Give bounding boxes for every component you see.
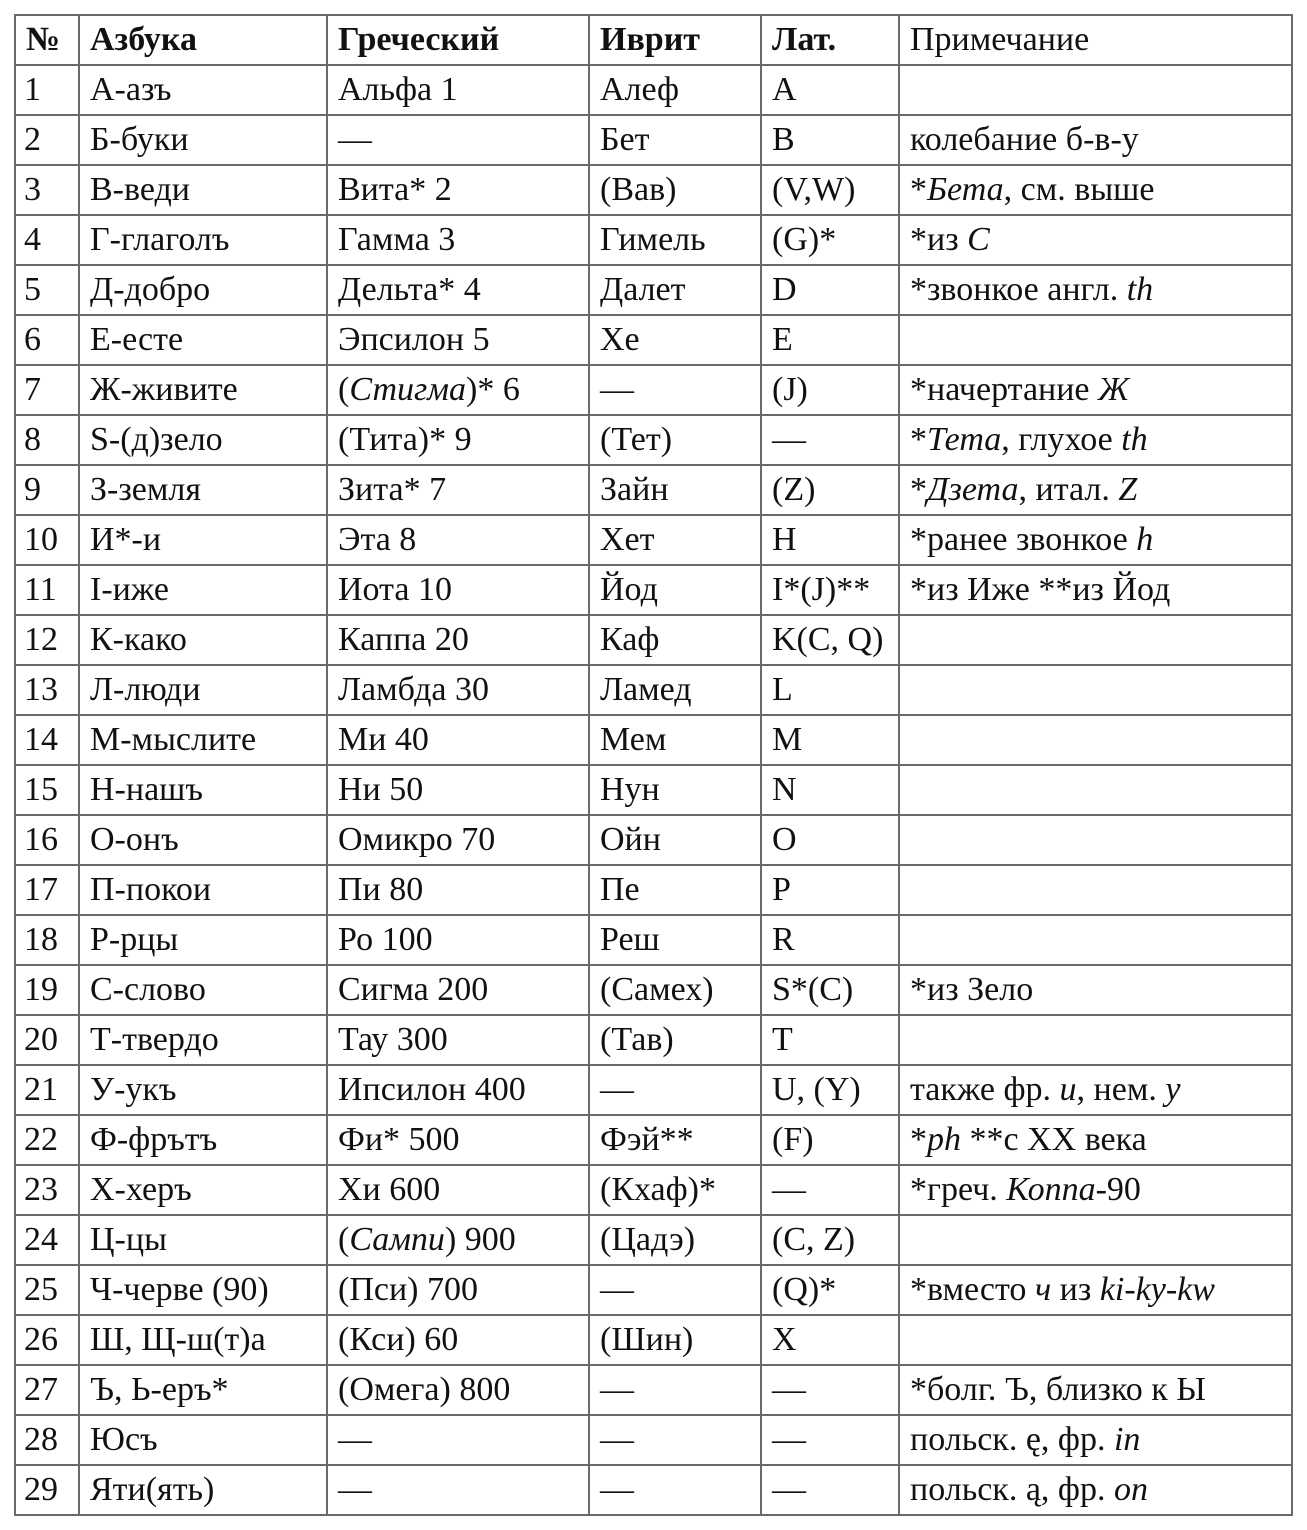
cell-latin: N bbox=[761, 765, 899, 815]
cell-greek-segment: Альфа 1 bbox=[338, 71, 458, 108]
cell-greek-segment: Фи* 500 bbox=[338, 1121, 460, 1158]
cell-greek-segment: ( bbox=[338, 1221, 350, 1258]
cell-greek bbox=[327, 715, 589, 765]
cell-latin: — bbox=[761, 1415, 899, 1465]
cell-number: 27 bbox=[15, 1365, 79, 1415]
cell-latin: — bbox=[761, 1465, 899, 1515]
header-greek: Греческий bbox=[327, 15, 589, 65]
cell-azbuka: Ц-цы bbox=[79, 1215, 327, 1265]
cell-greek bbox=[327, 965, 589, 1015]
cell-note-segment: , см. выше bbox=[1003, 171, 1155, 208]
table-row bbox=[15, 1215, 1292, 1265]
cell-latin: B bbox=[761, 115, 899, 165]
cell-greek bbox=[327, 115, 589, 165]
cell-latin: — bbox=[761, 415, 899, 465]
cell-note-segment: , итал. bbox=[1018, 471, 1119, 508]
table-row bbox=[15, 1065, 1292, 1115]
cell-latin: — bbox=[761, 1165, 899, 1215]
table-row bbox=[15, 365, 1292, 415]
cell-azbuka: Р-рцы bbox=[79, 915, 327, 965]
cell-number: 13 bbox=[15, 665, 79, 715]
cell-greek-segment: Эпсилон 5 bbox=[338, 321, 490, 358]
cell-note-segment: ki-ky-kw bbox=[1099, 1271, 1215, 1308]
cell-azbuka: П-покои bbox=[79, 865, 327, 915]
cell-greek-segment: Эта 8 bbox=[338, 521, 417, 558]
table-row bbox=[15, 865, 1292, 915]
cell-greek-segment: )* 6 bbox=[466, 371, 520, 408]
cell-hebrew: Ойн bbox=[589, 815, 761, 865]
cell-hebrew: Мем bbox=[589, 715, 761, 765]
cell-note bbox=[899, 965, 1292, 1015]
cell-hebrew: Реш bbox=[589, 915, 761, 965]
cell-greek bbox=[327, 665, 589, 715]
cell-latin: — bbox=[761, 1365, 899, 1415]
cell-number: 17 bbox=[15, 865, 79, 915]
cell-number: 18 bbox=[15, 915, 79, 965]
cell-greek-segment: ( bbox=[338, 371, 350, 408]
cell-note bbox=[899, 465, 1292, 515]
cell-greek bbox=[327, 215, 589, 265]
cell-number: 23 bbox=[15, 1165, 79, 1215]
cell-hebrew: Ламед bbox=[589, 665, 761, 715]
cell-greek-segment: Иота 10 bbox=[338, 571, 452, 608]
cell-greek bbox=[327, 165, 589, 215]
cell-greek bbox=[327, 915, 589, 965]
cell-number: 24 bbox=[15, 1215, 79, 1265]
table-row bbox=[15, 915, 1292, 965]
cell-azbuka: Ф-фрътъ bbox=[79, 1115, 327, 1165]
cell-number: 26 bbox=[15, 1315, 79, 1365]
alphabet-comparison-table bbox=[14, 14, 1293, 1516]
cell-note bbox=[899, 1065, 1292, 1115]
cell-greek bbox=[327, 615, 589, 665]
cell-note-segment: *звонкое англ. bbox=[910, 271, 1127, 308]
cell-greek bbox=[327, 365, 589, 415]
cell-latin: T bbox=[761, 1015, 899, 1065]
cell-greek bbox=[327, 865, 589, 915]
cell-note-segment: Бета bbox=[927, 171, 1004, 208]
table-row bbox=[15, 715, 1292, 765]
table-row bbox=[15, 465, 1292, 515]
cell-note-segment: , нем. bbox=[1076, 1071, 1166, 1108]
cell-note bbox=[899, 715, 1292, 765]
cell-hebrew: Бет bbox=[589, 115, 761, 165]
table-row bbox=[15, 515, 1292, 565]
cell-azbuka: S-(д)зело bbox=[79, 415, 327, 465]
cell-hebrew: Пе bbox=[589, 865, 761, 915]
cell-latin: X bbox=[761, 1315, 899, 1365]
cell-number: 6 bbox=[15, 315, 79, 365]
cell-greek-segment: Хи 600 bbox=[338, 1171, 441, 1208]
cell-note-segment: h bbox=[1136, 521, 1154, 558]
cell-greek bbox=[327, 1165, 589, 1215]
cell-note-segment: * bbox=[910, 1121, 927, 1158]
cell-note-segment: из bbox=[1051, 1271, 1100, 1308]
cell-note-segment: Дзета bbox=[927, 471, 1019, 508]
cell-number: 1 bbox=[15, 65, 79, 115]
cell-note bbox=[899, 615, 1292, 665]
cell-latin: (J) bbox=[761, 365, 899, 415]
cell-number: 28 bbox=[15, 1415, 79, 1465]
cell-latin: (V,W) bbox=[761, 165, 899, 215]
cell-hebrew: (Вав) bbox=[589, 165, 761, 215]
table-row bbox=[15, 665, 1292, 715]
cell-note bbox=[899, 365, 1292, 415]
table-row bbox=[15, 1265, 1292, 1315]
cell-latin: U, (Y) bbox=[761, 1065, 899, 1115]
cell-latin: K(C, Q) bbox=[761, 615, 899, 665]
cell-azbuka: Яти(ять) bbox=[79, 1465, 327, 1515]
cell-number: 25 bbox=[15, 1265, 79, 1315]
cell-number: 15 bbox=[15, 765, 79, 815]
cell-note-segment: *вместо bbox=[910, 1271, 1035, 1308]
cell-azbuka: В-веди bbox=[79, 165, 327, 215]
cell-greek-segment: — bbox=[338, 121, 372, 158]
cell-azbuka: И*-и bbox=[79, 515, 327, 565]
cell-note-segment: *ранее звонкое bbox=[910, 521, 1137, 558]
cell-latin: M bbox=[761, 715, 899, 765]
cell-note-segment: *начертание bbox=[910, 371, 1099, 408]
table-row bbox=[15, 1315, 1292, 1365]
cell-number: 9 bbox=[15, 465, 79, 515]
cell-note-segment: **с XX века bbox=[961, 1121, 1147, 1158]
cell-azbuka: Ъ, Ь-еръ* bbox=[79, 1365, 327, 1415]
cell-greek bbox=[327, 1215, 589, 1265]
cell-hebrew: Далет bbox=[589, 265, 761, 315]
cell-hebrew: — bbox=[589, 1415, 761, 1465]
cell-greek bbox=[327, 465, 589, 515]
cell-note-segment: польск. ę, фр. bbox=[910, 1421, 1114, 1458]
cell-number: 8 bbox=[15, 415, 79, 465]
cell-note bbox=[899, 1265, 1292, 1315]
cell-azbuka: О-онъ bbox=[79, 815, 327, 865]
table-row bbox=[15, 1365, 1292, 1415]
cell-number: 20 bbox=[15, 1015, 79, 1065]
cell-note-segment: u bbox=[1059, 1071, 1077, 1108]
cell-hebrew: — bbox=[589, 1265, 761, 1315]
cell-latin: L bbox=[761, 665, 899, 715]
cell-note-segment: * bbox=[910, 421, 927, 458]
table-row bbox=[15, 215, 1292, 265]
cell-note-segment: колебание б-в-у bbox=[910, 121, 1139, 158]
cell-greek bbox=[327, 515, 589, 565]
cell-note-segment: th bbox=[1126, 271, 1154, 308]
cell-hebrew: Зайн bbox=[589, 465, 761, 515]
cell-greek bbox=[327, 1315, 589, 1365]
cell-azbuka: Л-люди bbox=[79, 665, 327, 715]
cell-hebrew: (Цадэ) bbox=[589, 1215, 761, 1265]
cell-note bbox=[899, 1465, 1292, 1515]
cell-greek-segment: Ми 40 bbox=[338, 721, 429, 758]
cell-note-segment: th bbox=[1121, 421, 1148, 458]
cell-note-segment: C bbox=[967, 221, 990, 258]
cell-latin: (Z) bbox=[761, 465, 899, 515]
cell-note-segment: Коппа bbox=[1006, 1171, 1096, 1208]
cell-azbuka: Г-глаголъ bbox=[79, 215, 327, 265]
cell-hebrew: (Тет) bbox=[589, 415, 761, 465]
cell-greek-segment: Ни 50 bbox=[338, 771, 424, 808]
table-row bbox=[15, 1115, 1292, 1165]
cell-hebrew: — bbox=[589, 1465, 761, 1515]
cell-greek-segment: Дельта* 4 bbox=[338, 271, 481, 308]
cell-note bbox=[899, 1215, 1292, 1265]
cell-hebrew: — bbox=[589, 365, 761, 415]
cell-note-segment: *из Зело bbox=[910, 971, 1034, 1008]
header-note: Примечание bbox=[899, 15, 1292, 65]
table-row bbox=[15, 615, 1292, 665]
cell-greek bbox=[327, 765, 589, 815]
cell-greek-segment: Сигма 200 bbox=[338, 971, 489, 1008]
cell-note-segment: *болг. Ъ, близко к Ы bbox=[910, 1371, 1206, 1408]
cell-latin: (F) bbox=[761, 1115, 899, 1165]
cell-number: 7 bbox=[15, 365, 79, 415]
cell-greek-segment: Пи 80 bbox=[338, 871, 424, 908]
cell-azbuka: З-земля bbox=[79, 465, 327, 515]
cell-note-segment: on bbox=[1113, 1471, 1148, 1508]
cell-number: 29 bbox=[15, 1465, 79, 1515]
cell-hebrew: (Шин) bbox=[589, 1315, 761, 1365]
cell-number: 14 bbox=[15, 715, 79, 765]
cell-greek-segment: Ипсилон 400 bbox=[338, 1071, 526, 1108]
cell-greek-segment: (Пси) 700 bbox=[338, 1271, 478, 1308]
cell-hebrew: Каф bbox=[589, 615, 761, 665]
cell-greek-segment: ) 900 bbox=[444, 1221, 516, 1258]
cell-greek bbox=[327, 1415, 589, 1465]
cell-azbuka: Юсъ bbox=[79, 1415, 327, 1465]
cell-number: 12 bbox=[15, 615, 79, 665]
cell-greek bbox=[327, 1365, 589, 1415]
cell-greek-segment: (Тита)* 9 bbox=[338, 421, 472, 458]
cell-note-segment: y bbox=[1165, 1071, 1181, 1108]
cell-azbuka: Ж-живите bbox=[79, 365, 327, 415]
cell-latin: I*(J)** bbox=[761, 565, 899, 615]
cell-greek bbox=[327, 1015, 589, 1065]
cell-azbuka: Т-твердо bbox=[79, 1015, 327, 1065]
header-hebrew: Иврит bbox=[589, 15, 761, 65]
cell-greek-segment: Гамма 3 bbox=[338, 221, 456, 258]
cell-note bbox=[899, 1415, 1292, 1465]
cell-latin: E bbox=[761, 315, 899, 365]
cell-note bbox=[899, 1165, 1292, 1215]
table-header-row bbox=[15, 15, 1292, 65]
alphabet-table-container bbox=[14, 14, 1293, 1516]
cell-greek-segment: — bbox=[338, 1421, 372, 1458]
cell-note-segment: *греч. bbox=[910, 1171, 1007, 1208]
cell-latin: A bbox=[761, 65, 899, 115]
cell-note bbox=[899, 665, 1292, 715]
table-row bbox=[15, 165, 1292, 215]
table-row bbox=[15, 1015, 1292, 1065]
header-azbuka: Азбука bbox=[79, 15, 327, 65]
cell-note bbox=[899, 115, 1292, 165]
cell-note-segment: *из Иже **из Йод bbox=[910, 571, 1171, 608]
cell-latin: D bbox=[761, 265, 899, 315]
cell-greek bbox=[327, 1265, 589, 1315]
header-latin: Лат. bbox=[761, 15, 899, 65]
cell-note bbox=[899, 515, 1292, 565]
cell-note-segment: Тета bbox=[927, 421, 1002, 458]
cell-azbuka: К-како bbox=[79, 615, 327, 665]
cell-greek bbox=[327, 1465, 589, 1515]
table-row bbox=[15, 265, 1292, 315]
cell-azbuka: М-мыслите bbox=[79, 715, 327, 765]
cell-note-segment: также фр. bbox=[910, 1071, 1060, 1108]
cell-note bbox=[899, 865, 1292, 915]
cell-greek bbox=[327, 415, 589, 465]
cell-azbuka: Д-добро bbox=[79, 265, 327, 315]
cell-hebrew: Алеф bbox=[589, 65, 761, 115]
cell-latin: (Q)* bbox=[761, 1265, 899, 1315]
cell-number: 16 bbox=[15, 815, 79, 865]
cell-number: 3 bbox=[15, 165, 79, 215]
cell-hebrew: Йод bbox=[589, 565, 761, 615]
cell-number: 10 bbox=[15, 515, 79, 565]
cell-note bbox=[899, 765, 1292, 815]
cell-note bbox=[899, 215, 1292, 265]
table-row bbox=[15, 315, 1292, 365]
cell-note-segment: * bbox=[910, 471, 927, 508]
cell-greek bbox=[327, 315, 589, 365]
cell-azbuka: Ш, Щ-ш(т)а bbox=[79, 1315, 327, 1365]
cell-azbuka: І-иже bbox=[79, 565, 327, 615]
cell-greek-segment: (Омега) 800 bbox=[338, 1371, 511, 1408]
cell-latin: O bbox=[761, 815, 899, 865]
cell-hebrew: — bbox=[589, 1365, 761, 1415]
cell-greek-segment: Зита* 7 bbox=[338, 471, 447, 508]
cell-hebrew: Гимель bbox=[589, 215, 761, 265]
cell-number: 22 bbox=[15, 1115, 79, 1165]
cell-hebrew: (Тав) bbox=[589, 1015, 761, 1065]
cell-note bbox=[899, 265, 1292, 315]
table-row bbox=[15, 65, 1292, 115]
cell-greek-segment: Стигма bbox=[349, 371, 467, 408]
cell-note-segment: ч bbox=[1034, 1271, 1052, 1308]
cell-greek-segment: Вита* 2 bbox=[338, 171, 452, 208]
cell-azbuka: У-укъ bbox=[79, 1065, 327, 1115]
cell-note bbox=[899, 1365, 1292, 1415]
cell-greek-segment: Омикро 70 bbox=[338, 821, 496, 858]
table-row bbox=[15, 1415, 1292, 1465]
cell-latin: (C, Z) bbox=[761, 1215, 899, 1265]
cell-hebrew: Нун bbox=[589, 765, 761, 815]
cell-number: 21 bbox=[15, 1065, 79, 1115]
cell-number: 19 bbox=[15, 965, 79, 1015]
cell-hebrew: Хет bbox=[589, 515, 761, 565]
cell-greek bbox=[327, 565, 589, 615]
cell-greek bbox=[327, 1065, 589, 1115]
cell-note bbox=[899, 1115, 1292, 1165]
cell-hebrew: (Кхаф)* bbox=[589, 1165, 761, 1215]
table-body bbox=[15, 65, 1292, 1515]
cell-note-segment: Z bbox=[1118, 471, 1138, 508]
cell-greek-segment: Тау 300 bbox=[338, 1021, 448, 1058]
cell-note bbox=[899, 1015, 1292, 1065]
table-row bbox=[15, 565, 1292, 615]
cell-number: 2 bbox=[15, 115, 79, 165]
cell-note-segment: * bbox=[910, 171, 927, 208]
cell-note bbox=[899, 315, 1292, 365]
cell-note-segment: ph bbox=[927, 1121, 961, 1158]
table-row bbox=[15, 815, 1292, 865]
cell-latin: R bbox=[761, 915, 899, 965]
cell-note-segment: , глухое bbox=[1001, 421, 1122, 458]
cell-greek-segment: — bbox=[338, 1471, 372, 1508]
cell-hebrew: — bbox=[589, 1065, 761, 1115]
cell-greek-segment: Каппа 20 bbox=[338, 621, 469, 658]
cell-greek-segment: Сампи bbox=[349, 1221, 445, 1258]
cell-number: 11 bbox=[15, 565, 79, 615]
cell-greek bbox=[327, 1115, 589, 1165]
cell-hebrew: Фэй** bbox=[589, 1115, 761, 1165]
cell-azbuka: Б-буки bbox=[79, 115, 327, 165]
table-row bbox=[15, 965, 1292, 1015]
cell-number: 5 bbox=[15, 265, 79, 315]
table-row bbox=[15, 1165, 1292, 1215]
cell-note bbox=[899, 815, 1292, 865]
cell-note-segment: *из bbox=[910, 221, 968, 258]
table-row bbox=[15, 765, 1292, 815]
table-row bbox=[15, 1465, 1292, 1515]
cell-latin: P bbox=[761, 865, 899, 915]
cell-hebrew: (Самех) bbox=[589, 965, 761, 1015]
cell-greek-segment: (Кси) 60 bbox=[338, 1321, 459, 1358]
cell-greek-segment: Ламбда 30 bbox=[338, 671, 490, 708]
cell-note bbox=[899, 565, 1292, 615]
cell-note bbox=[899, 65, 1292, 115]
cell-azbuka: Н-нашъ bbox=[79, 765, 327, 815]
cell-greek-segment: Ро 100 bbox=[338, 921, 433, 958]
cell-hebrew: Хе bbox=[589, 315, 761, 365]
cell-greek bbox=[327, 65, 589, 115]
cell-note-segment: in bbox=[1113, 1421, 1141, 1458]
table-row bbox=[15, 415, 1292, 465]
cell-number: 4 bbox=[15, 215, 79, 265]
header-number: № bbox=[15, 15, 79, 65]
cell-azbuka: Е-есте bbox=[79, 315, 327, 365]
cell-azbuka: А-азъ bbox=[79, 65, 327, 115]
cell-latin: H bbox=[761, 515, 899, 565]
cell-note bbox=[899, 415, 1292, 465]
cell-azbuka: С-слово bbox=[79, 965, 327, 1015]
cell-latin: S*(C) bbox=[761, 965, 899, 1015]
cell-note-segment: -90 bbox=[1095, 1171, 1141, 1208]
cell-note bbox=[899, 1315, 1292, 1365]
cell-note bbox=[899, 915, 1292, 965]
table-row bbox=[15, 115, 1292, 165]
cell-note bbox=[899, 165, 1292, 215]
cell-note-segment: польск. ą, фр. bbox=[910, 1471, 1114, 1508]
cell-latin: (G)* bbox=[761, 215, 899, 265]
cell-azbuka: Х-херъ bbox=[79, 1165, 327, 1215]
cell-greek bbox=[327, 265, 589, 315]
cell-azbuka: Ч-черве (90) bbox=[79, 1265, 327, 1315]
cell-note-segment: Ж bbox=[1098, 371, 1130, 408]
cell-greek bbox=[327, 815, 589, 865]
